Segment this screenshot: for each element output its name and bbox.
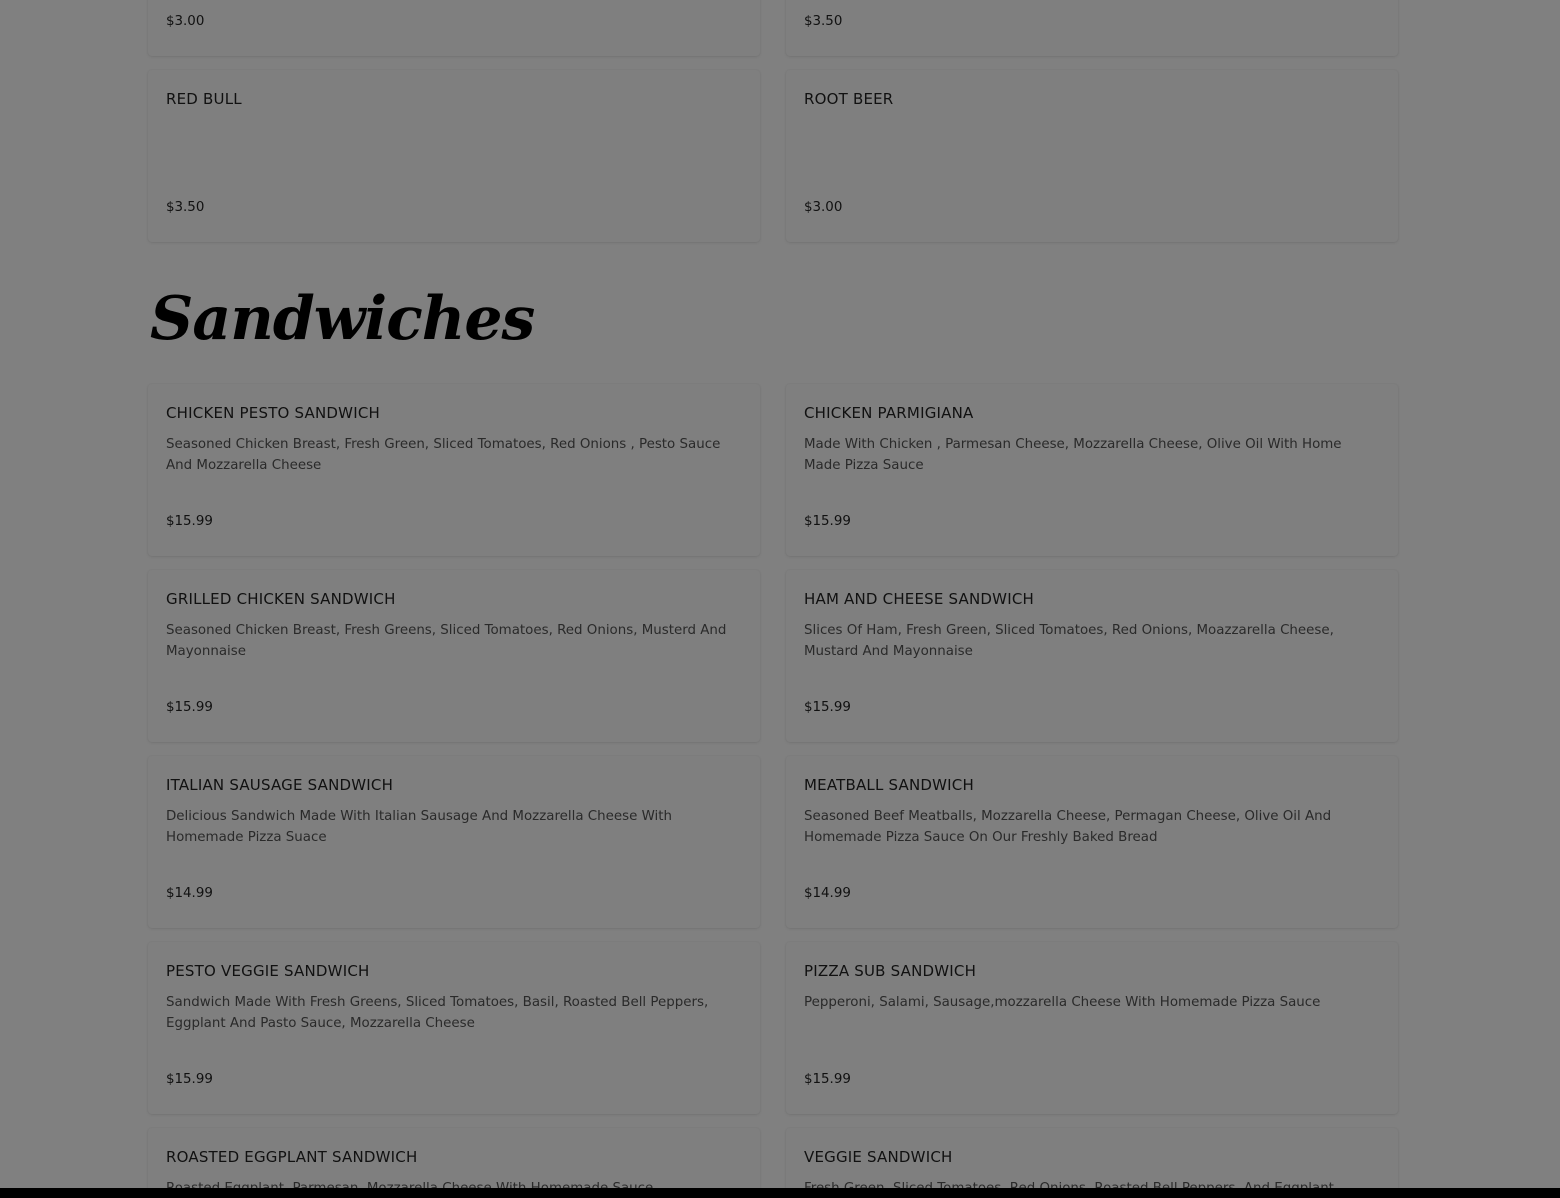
menu-item-card[interactable] xyxy=(148,570,760,742)
menu-item-name: ROASTED EGGPLANT SANDWICH xyxy=(166,1148,418,1166)
menu-item-name: CHICKEN PESTO SANDWICH xyxy=(166,404,380,422)
menu-item-card[interactable] xyxy=(148,756,760,928)
menu-item-card[interactable] xyxy=(148,0,760,56)
menu-item-card[interactable] xyxy=(148,384,760,556)
menu-item-name: PESTO VEGGIE SANDWICH xyxy=(166,962,370,980)
menu-item-price: $15.99 xyxy=(166,700,213,715)
section-title-sandwiches: Sandwiches xyxy=(150,284,535,354)
menu-item-price: $14.99 xyxy=(166,886,213,901)
menu-item-name: PIZZA SUB SANDWICH xyxy=(804,962,977,980)
menu-item-description: Made With Chicken , Parmesan Cheese, Mozzarella Cheese, Olive Oil With Home Made Pizza Sauce xyxy=(804,437,1342,473)
menu-item-name: MEATBALL SANDWICH xyxy=(804,776,974,794)
menu-item-price: $3.50 xyxy=(804,14,843,29)
menu-item-card[interactable] xyxy=(786,0,1398,56)
menu-item-name: ITALIAN SAUSAGE SANDWICH xyxy=(166,776,394,794)
menu-item-description: Seasoned Chicken Breast, Fresh Green, Sliced Tomatoes, Red Onions , Pesto Sauce And Mozzarella Cheese xyxy=(166,437,721,473)
menu-item-price: $14.99 xyxy=(804,886,851,901)
bottom-bar xyxy=(0,1188,1560,1198)
menu-item-card[interactable] xyxy=(148,70,760,242)
menu-item-description: Seasoned Chicken Breast, Fresh Greens, Sliced Tomatoes, Red Onions, Musterd And Mayonnaise xyxy=(166,623,727,659)
menu-item-card[interactable] xyxy=(786,942,1398,1114)
menu-item-price: $15.99 xyxy=(804,700,851,715)
menu-item-card[interactable] xyxy=(786,570,1398,742)
menu-item-name: HAM AND CHEESE SANDWICH xyxy=(804,590,1034,608)
menu-item-name: GRILLED CHICKEN SANDWICH xyxy=(166,590,396,608)
menu-item-price: $15.99 xyxy=(166,1072,213,1087)
menu-item-card[interactable] xyxy=(148,942,760,1114)
menu-item-description: Pepperoni, Salami, Sausage,mozzarella Cheese With Homemade Pizza Sauce xyxy=(804,995,1321,1010)
menu-item-description: Slices Of Ham, Fresh Green, Sliced Tomatoes, Red Onions, Moazzarella Cheese, Mustard And Mayonnaise xyxy=(804,623,1334,659)
menu-item-price: $3.50 xyxy=(166,200,205,215)
menu-item-card[interactable] xyxy=(786,384,1398,556)
menu-item-description: Seasoned Beef Meatballs, Mozzarella Cheese, Permagan Cheese, Olive Oil And Homemade Pizza Sauce On Our Freshly Baked Bread xyxy=(804,809,1332,845)
menu-item-name: VEGGIE SANDWICH xyxy=(804,1148,953,1166)
menu-item-card[interactable] xyxy=(786,756,1398,928)
menu-item-price: $3.00 xyxy=(166,14,205,29)
menu-item-price: $15.99 xyxy=(166,514,213,529)
menu-item-price: $15.99 xyxy=(804,1072,851,1087)
menu-item-description: Delicious Sandwich Made With Italian Sausage And Mozzarella Cheese With Homemade Pizza Suace xyxy=(166,809,672,845)
menu-item-name: CHICKEN PARMIGIANA xyxy=(804,404,974,422)
menu-item-name: RED BULL xyxy=(166,90,242,108)
menu-item-card[interactable] xyxy=(786,70,1398,242)
menu-item-name: ROOT BEER xyxy=(804,90,894,108)
menu-item-price: $15.99 xyxy=(804,514,851,529)
menu-item-price: $3.00 xyxy=(804,200,843,215)
menu-item-description: Sandwich Made With Fresh Greens, Sliced Tomatoes, Basil, Roasted Bell Peppers, Eggplant And Pasto Sauce, Mozzarella Cheese xyxy=(166,995,709,1031)
